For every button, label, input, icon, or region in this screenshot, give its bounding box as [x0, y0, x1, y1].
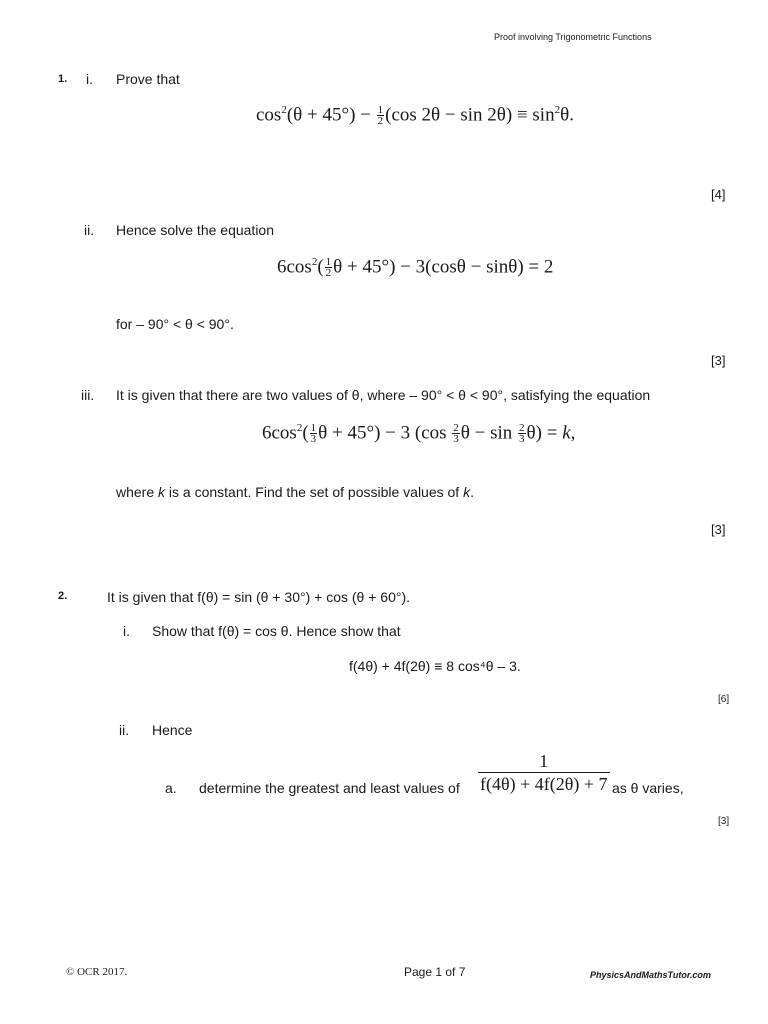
q2-part-ii-text: Hence — [152, 722, 193, 738]
q2-ii-a-text: determine the greatest and least values of — [199, 780, 460, 796]
q1-iii-where-text: where k is a constant. Find the set of possible values of k. — [116, 484, 474, 500]
q1-part-ii-marks: [3] — [711, 353, 726, 368]
footer-copyright: © OCR 2017. — [66, 966, 128, 978]
q2-i-equation: f(4θ) + 4f(2θ) ≡ 8 cos⁴θ – 3. — [349, 658, 521, 674]
q1-part-iii-label: iii. — [81, 387, 95, 403]
q1-identity-equation: $\cos^2(\theta + 45^\circ)$ − $\frac{1}{2}$ (cos $2\theta - \sin 2\theta) \equiv \sin^2\theta$. — [256, 104, 574, 128]
q2-ii-a-denominator: f(4θ) + 4f(2θ) + 7 — [480, 774, 608, 794]
q1-part-ii-text: Hence solve the equation — [116, 222, 274, 238]
q1-iii-equation: $6\cos^2$( $\frac{1}{3}$ θ + 45°) − 3 (cos $\frac{2}{3}$ θ − sin $\frac{2}{3}$ θ) = k, — [262, 422, 576, 446]
footer-page-number: Page 1 of 7 — [404, 965, 466, 979]
footer-site-link[interactable]: PhysicsAndMathsTutor.com — [590, 970, 711, 980]
q2-part-ii-label: ii. — [119, 722, 130, 738]
page-header-title: Proof involving Trigonometric Functions — [494, 32, 652, 42]
q2-intro-text: It is given that f(θ) = sin (θ + 30°) + cos (θ + 60°). — [107, 589, 411, 605]
q1-part-ii-label: ii. — [84, 222, 95, 238]
question-1-number: 1. — [58, 73, 68, 85]
q2-part-i-text: Show that f(θ) = cos θ. Hence show that — [152, 623, 401, 639]
q1-ii-equation: $6\cos^2$( $\frac{1}{2}$ θ + 45°) − 3(cosθ − sinθ) = 2 — [277, 256, 554, 280]
q2-ii-a-numerator: 1 — [478, 750, 610, 773]
q1-part-i-label: i. — [86, 71, 93, 87]
q1-part-iii-text: It is given that there are two values of θ, where – 90° < θ < 90°, satisfying the equation — [116, 387, 651, 403]
q2-ii-a-fraction — [478, 750, 610, 795]
q2-part-i-marks: [6] — [718, 694, 730, 705]
question-2-number: 2. — [58, 590, 68, 602]
q1-part-iii-marks: [3] — [711, 522, 726, 537]
q1-ii-range: for – 90° < θ < 90°. — [116, 316, 234, 332]
q1-part-i-marks: [4] — [711, 187, 726, 202]
q2-ii-a-label: a. — [165, 780, 177, 796]
q2-part-ii-marks: [3] — [718, 816, 730, 827]
q2-part-i-label: i. — [123, 623, 130, 639]
q2-ii-a-end-text: as θ varies, — [612, 780, 684, 796]
q1-part-i-text: Prove that — [116, 71, 180, 87]
